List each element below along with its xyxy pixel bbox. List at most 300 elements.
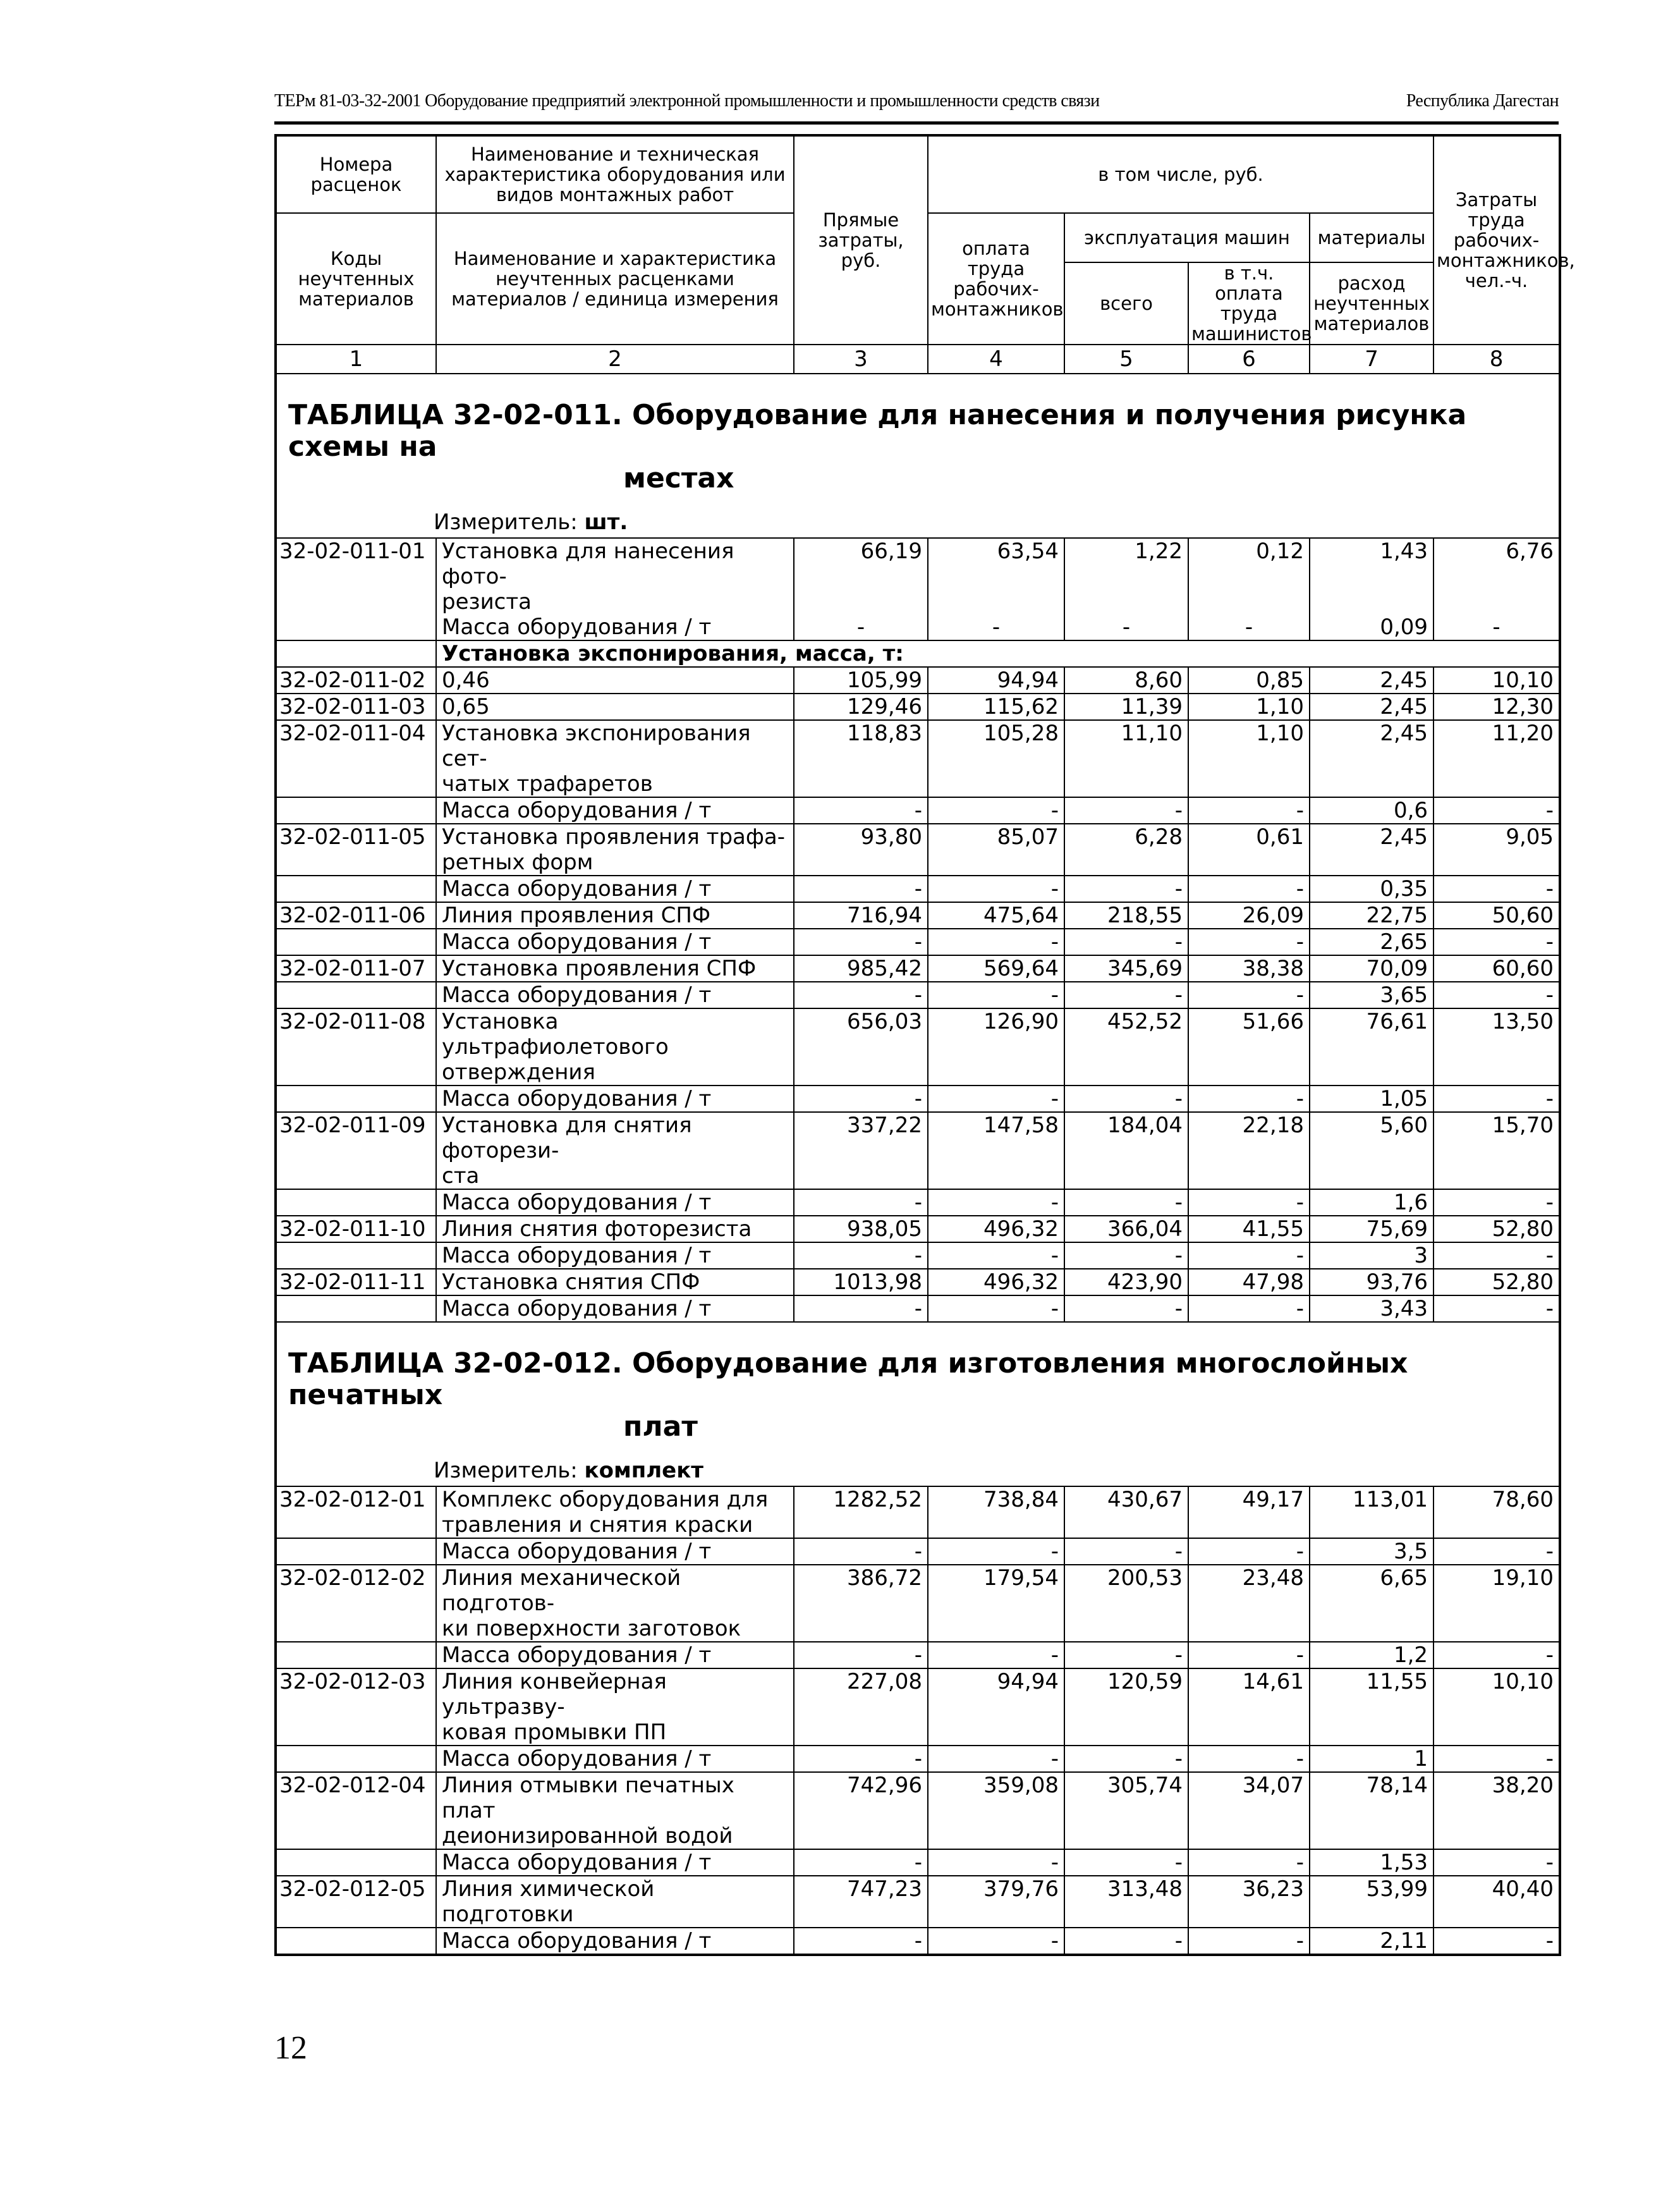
value-cell: 337,22 xyxy=(794,1112,928,1189)
rate-code: 32-02-012-03 xyxy=(276,1668,436,1746)
value-cell: 366,04 xyxy=(1064,1216,1188,1242)
mass-value-cell: - xyxy=(928,1928,1064,1955)
section-title-continuation: плат xyxy=(623,1410,698,1443)
value-cell: 738,84 xyxy=(928,1486,1064,1538)
mass-value-cell: - xyxy=(1064,1746,1188,1772)
mass-value-cell: - xyxy=(1433,1242,1560,1269)
mass-value-cell: - xyxy=(1188,797,1310,824)
mass-value-cell: - xyxy=(794,1295,928,1322)
rate-name xyxy=(436,1112,794,1189)
value-cell: 1,10 xyxy=(1188,720,1310,797)
value-cell: 13,50 xyxy=(1433,1008,1560,1086)
col-codes-header: Номера расценок xyxy=(276,135,436,213)
price-table xyxy=(274,134,1575,1956)
mass-value-cell: - xyxy=(1064,1928,1188,1955)
value-cell: 26,09 xyxy=(1188,902,1310,929)
value-cell: 11,55 xyxy=(1310,1668,1433,1746)
mass-value-cell: - xyxy=(1064,1189,1188,1216)
mass-value-cell: - xyxy=(1188,1538,1310,1565)
value-cell: 184,04 xyxy=(1064,1112,1188,1189)
value-cell: 22,18 xyxy=(1188,1112,1310,1189)
mass-value-cell: - xyxy=(928,797,1064,824)
value-cell: 118,83 xyxy=(794,720,928,797)
mass-value-cell: - xyxy=(1064,615,1188,640)
subheading: Установка экспонирования, масса, т: xyxy=(436,640,928,667)
value-cell: 423,90 xyxy=(1064,1269,1188,1295)
rate-name-line: Установка снятия СПФ xyxy=(442,1269,700,1295)
mass-value-cell: 1,05 xyxy=(1310,1086,1433,1112)
mass-value-cell: - xyxy=(794,1242,928,1269)
rate-name-line: Установка для нанесения фото- xyxy=(442,539,734,589)
rate-name xyxy=(436,902,794,929)
value-cell: 179,54 xyxy=(928,1565,1064,1642)
value-cell: 105,99 xyxy=(794,667,928,694)
value-cell: 475,64 xyxy=(928,902,1064,929)
table-row xyxy=(276,538,1560,615)
table-row xyxy=(276,694,1560,720)
mass-label: Масса оборудования / т xyxy=(436,615,794,640)
value-cell: 2,45 xyxy=(1310,667,1433,694)
mass-row xyxy=(276,1086,1560,1112)
mass-value-cell: - xyxy=(1433,615,1560,640)
value-cell: 2,45 xyxy=(1310,720,1433,797)
value-cell: 452,52 xyxy=(1064,1008,1188,1086)
table-row xyxy=(276,1269,1560,1295)
mass-label: Масса оборудования / т xyxy=(436,797,794,824)
col-materials-unaccounted-header: расход неучтенных материалов xyxy=(1310,262,1433,345)
value-cell: 742,96 xyxy=(794,1772,928,1849)
value-cell: 6,65 xyxy=(1310,1565,1433,1642)
value-cell: 359,08 xyxy=(928,1772,1064,1849)
value-cell: 2,45 xyxy=(1310,824,1433,876)
value-cell: 129,46 xyxy=(794,694,928,720)
value-cell: 76,61 xyxy=(1310,1008,1433,1086)
mass-value-cell: - xyxy=(1188,1642,1310,1668)
rate-name-line: Линия конвейерная ультразву- xyxy=(442,1669,667,1720)
mass-value-cell: - xyxy=(928,1086,1064,1112)
mass-value-cell: - xyxy=(1188,615,1310,640)
table-section-heading xyxy=(276,374,1560,538)
value-cell: 496,32 xyxy=(928,1216,1064,1242)
rate-name xyxy=(436,694,794,720)
col-machines-total-header: всего xyxy=(1064,262,1188,345)
mass-value-cell: - xyxy=(1188,929,1310,955)
mass-value-cell: - xyxy=(1188,1746,1310,1772)
value-cell: 227,08 xyxy=(794,1668,928,1746)
column-number: 6 xyxy=(1188,345,1310,374)
column-number: 7 xyxy=(1310,345,1433,374)
mass-value-cell: - xyxy=(1188,1189,1310,1216)
value-cell: 496,32 xyxy=(928,1269,1064,1295)
value-cell: 218,55 xyxy=(1064,902,1188,929)
table-row xyxy=(276,1008,1560,1086)
col-name-header: Наименование и техническая характеристика оборудования или видов монтажных работ xyxy=(436,135,794,213)
table-row xyxy=(276,1565,1560,1642)
mass-value-cell: - xyxy=(794,797,928,824)
rate-name-line: Установка ультрафиолетового xyxy=(442,1009,669,1060)
rate-name xyxy=(436,1486,794,1538)
running-header xyxy=(274,89,1559,125)
value-cell: 51,66 xyxy=(1188,1008,1310,1086)
rate-code: 32-02-011-10 xyxy=(276,1216,436,1242)
table-row xyxy=(276,1486,1560,1538)
mass-value-cell: - xyxy=(794,615,928,640)
rate-code: 32-02-011-07 xyxy=(276,955,436,982)
value-cell: 47,98 xyxy=(1188,1269,1310,1295)
mass-value-cell: 0,09 xyxy=(1310,615,1433,640)
col-direct-header: Прямые затраты, руб. xyxy=(794,135,928,345)
mass-row xyxy=(276,615,1560,640)
rate-name-line: резиста xyxy=(442,589,532,615)
value-cell: 94,94 xyxy=(928,667,1064,694)
mass-value-cell: - xyxy=(1433,1642,1560,1668)
rate-name-line: 0,65 xyxy=(442,694,490,719)
rate-code: 32-02-012-02 xyxy=(276,1565,436,1642)
mass-value-cell: - xyxy=(794,1746,928,1772)
value-cell: 6,28 xyxy=(1064,824,1188,876)
mass-value-cell: - xyxy=(928,615,1064,640)
value-cell: 78,14 xyxy=(1310,1772,1433,1849)
mass-value-cell: - xyxy=(1433,1746,1560,1772)
value-cell: 78,60 xyxy=(1433,1486,1560,1538)
value-cell: 63,54 xyxy=(928,538,1064,615)
value-cell: 0,12 xyxy=(1188,538,1310,615)
value-cell: 93,80 xyxy=(794,824,928,876)
mass-value-cell: - xyxy=(1188,1242,1310,1269)
value-cell: 93,76 xyxy=(1310,1269,1433,1295)
value-cell: 1,22 xyxy=(1064,538,1188,615)
rate-name xyxy=(436,667,794,694)
column-number: 2 xyxy=(436,345,794,374)
column-number: 5 xyxy=(1064,345,1188,374)
value-cell: 120,59 xyxy=(1064,1668,1188,1746)
mass-value-cell: 1,2 xyxy=(1310,1642,1433,1668)
mass-value-cell: 2,65 xyxy=(1310,929,1433,955)
rate-code: 32-02-011-01 xyxy=(276,538,436,615)
measure-unit xyxy=(288,511,1551,534)
value-cell: 1,43 xyxy=(1310,538,1433,615)
rate-name-line: деионизированной водой xyxy=(442,1823,733,1849)
mass-value-cell: - xyxy=(794,1928,928,1955)
mass-value-cell: - xyxy=(1064,1849,1188,1876)
rate-name-line: Установка проявления трафа- xyxy=(442,824,786,850)
rate-name xyxy=(436,1216,794,1242)
measure-label: Измеритель: xyxy=(434,1458,578,1483)
value-cell: 41,55 xyxy=(1188,1216,1310,1242)
value-cell: 5,60 xyxy=(1310,1112,1433,1189)
mass-value-cell: - xyxy=(1064,876,1188,902)
rate-code: 32-02-011-08 xyxy=(276,1008,436,1086)
mass-label: Масса оборудования / т xyxy=(436,1538,794,1565)
rate-code: 32-02-011-03 xyxy=(276,694,436,720)
value-cell: 12,30 xyxy=(1433,694,1560,720)
mass-value-cell: - xyxy=(928,929,1064,955)
value-cell: 0,85 xyxy=(1188,667,1310,694)
rate-name-line: ки поверхности заготовок xyxy=(442,1616,741,1641)
value-cell: 569,64 xyxy=(928,955,1064,982)
col-machines-labor-header: в т.ч. оплата труда машинистов xyxy=(1188,262,1310,345)
col-including-header: в том числе, руб. xyxy=(928,135,1433,213)
mass-value-cell: - xyxy=(1064,1242,1188,1269)
rate-code: 32-02-012-05 xyxy=(276,1876,436,1928)
value-cell: 345,69 xyxy=(1064,955,1188,982)
rate-code: 32-02-012-01 xyxy=(276,1486,436,1538)
rate-name-line: Линия отмывки печатных плат xyxy=(442,1773,734,1823)
value-cell: 1,10 xyxy=(1188,694,1310,720)
mass-value-cell: - xyxy=(1433,876,1560,902)
value-cell: 113,01 xyxy=(1310,1486,1433,1538)
mass-row xyxy=(276,929,1560,955)
rate-name xyxy=(436,1269,794,1295)
table-row xyxy=(276,1216,1560,1242)
subheading-row xyxy=(276,640,1560,667)
mass-value-cell: - xyxy=(928,982,1064,1008)
table-row xyxy=(276,955,1560,982)
section-title-continuation: местах xyxy=(623,462,734,494)
header-region: Республика Дагестан xyxy=(1406,91,1559,111)
value-cell: 10,10 xyxy=(1433,1668,1560,1746)
rate-code: 32-02-011-04 xyxy=(276,720,436,797)
value-cell: 747,23 xyxy=(794,1876,928,1928)
mass-value-cell: 1,53 xyxy=(1310,1849,1433,1876)
mass-row xyxy=(276,1746,1560,1772)
table-row xyxy=(276,824,1560,876)
value-cell: 9,05 xyxy=(1433,824,1560,876)
rate-name-line: травления и снятия краски xyxy=(442,1512,753,1538)
value-cell: 1282,52 xyxy=(794,1486,928,1538)
mass-label: Масса оборудования / т xyxy=(436,1295,794,1322)
mass-value-cell: 1,6 xyxy=(1310,1189,1433,1216)
value-cell: 147,58 xyxy=(928,1112,1064,1189)
rate-name-line: отверждения xyxy=(442,1060,595,1085)
mass-row xyxy=(276,1242,1560,1269)
mass-row xyxy=(276,876,1560,902)
mass-value-cell: - xyxy=(1188,982,1310,1008)
rate-name-line: Линия проявления СПФ xyxy=(442,903,711,928)
mass-value-cell: - xyxy=(1064,982,1188,1008)
mass-value-cell: - xyxy=(1433,797,1560,824)
value-cell: 10,10 xyxy=(1433,667,1560,694)
value-cell: 14,61 xyxy=(1188,1668,1310,1746)
mass-label: Масса оборудования / т xyxy=(436,1642,794,1668)
mass-row xyxy=(276,1538,1560,1565)
mass-value-cell: - xyxy=(794,1086,928,1112)
table-row xyxy=(276,1876,1560,1928)
mass-value-cell: - xyxy=(928,1242,1064,1269)
mass-value-cell: 3,5 xyxy=(1310,1538,1433,1565)
mass-value-cell: - xyxy=(794,1642,928,1668)
value-cell: 2,45 xyxy=(1310,694,1433,720)
rate-name xyxy=(436,1565,794,1642)
rate-name-line: Установка экспонирования сет- xyxy=(442,721,751,771)
mass-value-cell: - xyxy=(928,1642,1064,1668)
mass-value-cell: - xyxy=(1433,1189,1560,1216)
value-cell: 85,07 xyxy=(928,824,1064,876)
measure-label: Измеритель: xyxy=(434,510,578,535)
value-cell: 66,19 xyxy=(794,538,928,615)
mass-value-cell: 2,11 xyxy=(1310,1928,1433,1955)
rate-name xyxy=(436,824,794,876)
value-cell: 19,10 xyxy=(1433,1565,1560,1642)
value-cell: 40,40 xyxy=(1433,1876,1560,1928)
mass-row xyxy=(276,1189,1560,1216)
rate-code: 32-02-011-09 xyxy=(276,1112,436,1189)
mass-value-cell: - xyxy=(1433,982,1560,1008)
column-number: 8 xyxy=(1433,345,1560,374)
mass-label: Масса оборудования / т xyxy=(436,1849,794,1876)
rate-name xyxy=(436,1772,794,1849)
table-section-heading xyxy=(276,1322,1560,1486)
rate-name-line: Установка для снятия фоторези- xyxy=(442,1113,692,1163)
mass-value-cell: - xyxy=(928,1849,1064,1876)
value-cell: 313,48 xyxy=(1064,1876,1188,1928)
value-cell: 430,67 xyxy=(1064,1486,1188,1538)
mass-value-cell: - xyxy=(928,876,1064,902)
mass-value-cell: - xyxy=(1433,1538,1560,1565)
col-machines-header: эксплуатация машин xyxy=(1064,213,1310,262)
mass-value-cell: - xyxy=(794,982,928,1008)
value-cell: 94,94 xyxy=(928,1668,1064,1746)
mass-value-cell: - xyxy=(1064,1295,1188,1322)
rate-name xyxy=(436,1876,794,1928)
mass-row xyxy=(276,797,1560,824)
value-cell: 15,70 xyxy=(1433,1112,1560,1189)
value-cell: 60,60 xyxy=(1433,955,1560,982)
value-cell: 50,60 xyxy=(1433,902,1560,929)
mass-label: Масса оборудования / т xyxy=(436,1086,794,1112)
table-32-02-011 xyxy=(276,374,1560,1322)
mass-value-cell: - xyxy=(928,1189,1064,1216)
rate-name xyxy=(436,720,794,797)
rate-name-line: Линия механической подготов- xyxy=(442,1565,681,1616)
mass-value-cell: - xyxy=(1433,1849,1560,1876)
col-codes-sub-header: Коды неучтенных материалов xyxy=(276,213,436,345)
value-cell: 36,23 xyxy=(1188,1876,1310,1928)
value-cell: 11,10 xyxy=(1064,720,1188,797)
rate-name xyxy=(436,955,794,982)
rate-name-line: ретных форм xyxy=(442,850,593,875)
mass-value-cell: - xyxy=(794,1849,928,1876)
value-cell: 656,03 xyxy=(794,1008,928,1086)
table-row xyxy=(276,667,1560,694)
column-number: 3 xyxy=(794,345,928,374)
value-cell: 386,72 xyxy=(794,1565,928,1642)
value-cell: 11,20 xyxy=(1433,720,1560,797)
mass-value-cell: - xyxy=(1064,929,1188,955)
value-cell: 49,17 xyxy=(1188,1486,1310,1538)
mass-label: Масса оборудования / т xyxy=(436,1746,794,1772)
value-cell: 53,99 xyxy=(1310,1876,1433,1928)
value-cell: 1013,98 xyxy=(794,1269,928,1295)
rate-code: 32-02-011-05 xyxy=(276,824,436,876)
col-labor-cost-header: Затраты труда рабочих-монтажников, чел.-ч. xyxy=(1433,135,1560,345)
mass-label: Масса оборудования / т xyxy=(436,982,794,1008)
value-cell: 126,90 xyxy=(928,1008,1064,1086)
column-number: 1 xyxy=(276,345,436,374)
value-cell: 938,05 xyxy=(794,1216,928,1242)
mass-value-cell: - xyxy=(1433,929,1560,955)
mass-value-cell: - xyxy=(1188,876,1310,902)
value-cell: 22,75 xyxy=(1310,902,1433,929)
col-labor-pay-header: оплата труда рабочих-монтажников xyxy=(928,213,1064,345)
value-cell: 200,53 xyxy=(1064,1565,1188,1642)
col-name-sub-header: Наименование и характеристика неучтенных расценками материалов / единица измерения xyxy=(436,213,794,345)
mass-value-cell: - xyxy=(1188,1086,1310,1112)
mass-value-cell: - xyxy=(1064,797,1188,824)
mass-value-cell: - xyxy=(1064,1086,1188,1112)
rate-name xyxy=(436,1668,794,1746)
value-cell: 52,80 xyxy=(1433,1269,1560,1295)
section-title-text: ТАБЛИЦА 32-02-012. Оборудование для изготовления многослойных печатных xyxy=(288,1347,1408,1411)
mass-value-cell: 0,6 xyxy=(1310,797,1433,824)
value-cell: 75,69 xyxy=(1310,1216,1433,1242)
mass-value-cell: - xyxy=(794,929,928,955)
rate-code: 32-02-011-06 xyxy=(276,902,436,929)
value-cell: 716,94 xyxy=(794,902,928,929)
rate-code: 32-02-011-02 xyxy=(276,667,436,694)
value-cell: 8,60 xyxy=(1064,667,1188,694)
mass-value-cell: 0,35 xyxy=(1310,876,1433,902)
measure-unit xyxy=(288,1459,1551,1482)
mass-value-cell: - xyxy=(1188,1849,1310,1876)
table-row xyxy=(276,902,1560,929)
mass-label: Масса оборудования / т xyxy=(436,1189,794,1216)
rate-name-line: Линия снятия фоторезиста xyxy=(442,1216,752,1242)
value-cell: 11,39 xyxy=(1064,694,1188,720)
mass-value-cell: - xyxy=(1188,1295,1310,1322)
value-cell: 23,48 xyxy=(1188,1565,1310,1642)
rate-name xyxy=(436,538,794,615)
value-cell: 70,09 xyxy=(1310,955,1433,982)
rate-name-line: чатых трафаретов xyxy=(442,771,653,797)
measure-value: шт. xyxy=(584,510,628,535)
page-number: 12 xyxy=(274,2030,307,2066)
mass-value-cell: - xyxy=(1188,1928,1310,1955)
rate-name-line: ста xyxy=(442,1163,480,1189)
section-title xyxy=(288,400,1551,494)
mass-row xyxy=(276,1642,1560,1668)
rate-name-line: Комплекс оборудования для xyxy=(442,1487,769,1512)
mass-row xyxy=(276,1928,1560,1955)
mass-value-cell: - xyxy=(928,1538,1064,1565)
price-table-wrapper xyxy=(274,134,1575,1956)
mass-value-cell: - xyxy=(1433,1086,1560,1112)
mass-value-cell: 3,65 xyxy=(1310,982,1433,1008)
rate-name xyxy=(436,1008,794,1086)
section-title xyxy=(288,1348,1551,1443)
rate-name-line: 0,46 xyxy=(442,668,490,693)
mass-value-cell: - xyxy=(1064,1642,1188,1668)
measure-value: комплект xyxy=(584,1458,703,1483)
section-title-text: ТАБЛИЦА 32-02-011. Оборудование для нанесения и получения рисунка схемы на xyxy=(288,399,1467,463)
table-row xyxy=(276,1668,1560,1746)
value-cell: 985,42 xyxy=(794,955,928,982)
col-materials-header: материалы xyxy=(1310,213,1433,262)
column-number: 4 xyxy=(928,345,1064,374)
mass-value-cell: - xyxy=(1433,1928,1560,1955)
table-32-02-012 xyxy=(276,1322,1560,1955)
mass-label: Масса оборудования / т xyxy=(436,929,794,955)
mass-value-cell: 1 xyxy=(1310,1746,1433,1772)
value-cell: 305,74 xyxy=(1064,1772,1188,1849)
value-cell: 52,80 xyxy=(1433,1216,1560,1242)
mass-value-cell: - xyxy=(794,876,928,902)
value-cell: 38,20 xyxy=(1433,1772,1560,1849)
mass-value-cell: - xyxy=(928,1746,1064,1772)
mass-value-cell: - xyxy=(1064,1538,1188,1565)
value-cell: 379,76 xyxy=(928,1876,1064,1928)
value-cell: 38,38 xyxy=(1188,955,1310,982)
